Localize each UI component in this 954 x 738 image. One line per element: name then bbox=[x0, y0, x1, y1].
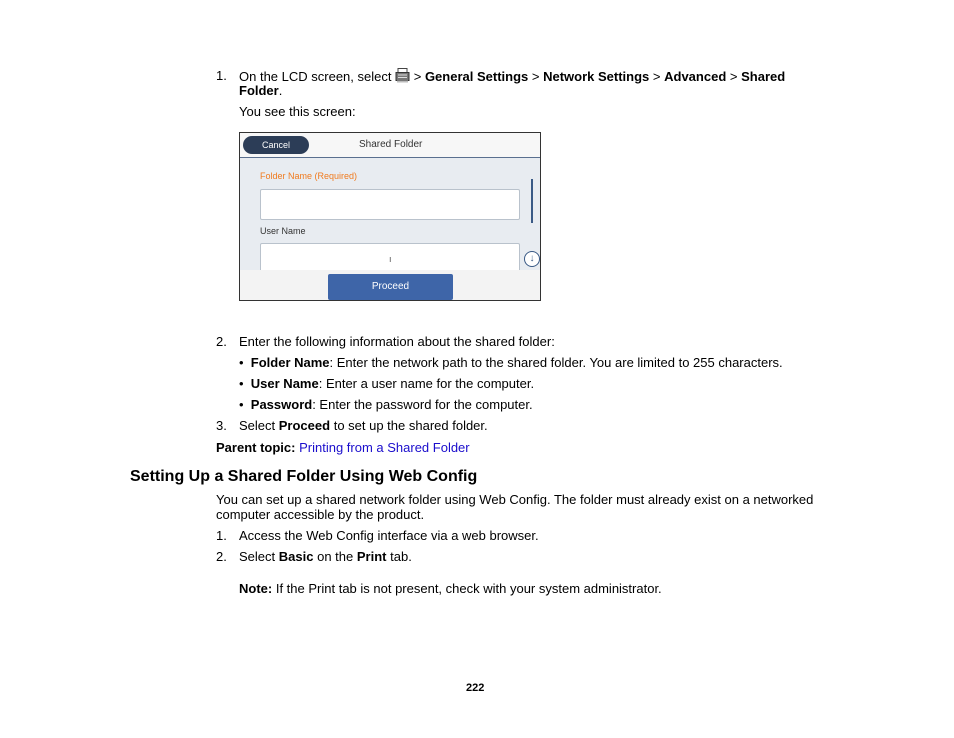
bullet-marker: • bbox=[239, 355, 251, 370]
scroll-down-icon[interactable]: ↓ bbox=[524, 251, 540, 267]
folder-name-field[interactable] bbox=[260, 189, 520, 220]
bullet-desc: : Enter the network path to the shared folder. You are limited to 255 characters. bbox=[329, 355, 783, 370]
step2-text: Enter the following information about the shared folder: bbox=[239, 334, 555, 349]
page-number: 222 bbox=[466, 682, 485, 694]
step2-number: 2. bbox=[216, 334, 227, 349]
bullet-desc: : Enter a user name for the computer. bbox=[318, 376, 535, 391]
bullet-marker: • bbox=[239, 397, 251, 412]
step1-intro: On the LCD screen, select bbox=[239, 69, 392, 84]
step1-period: . bbox=[278, 83, 283, 98]
sep-1: > bbox=[413, 69, 422, 84]
sep-4: > bbox=[729, 69, 738, 84]
general-settings-term: General Settings bbox=[424, 69, 529, 84]
web-step2-after: tab. bbox=[390, 549, 412, 564]
bullet-term: User Name bbox=[250, 376, 319, 391]
advanced-term: Advanced bbox=[664, 69, 727, 84]
bullet-marker: • bbox=[239, 376, 251, 391]
step1-number: 1. bbox=[216, 68, 227, 83]
sep-2: > bbox=[531, 69, 540, 84]
step1-text bbox=[239, 68, 785, 84]
user-name-label: User Name bbox=[260, 226, 306, 236]
parent-topic-link[interactable]: Printing from a Shared Folder bbox=[299, 440, 470, 455]
section-intro-line1: You can set up a shared network folder using Web Config. The folder must already exist on a networked bbox=[216, 492, 814, 507]
bullet-term: Folder Name bbox=[250, 355, 330, 370]
cancel-button[interactable]: Cancel bbox=[243, 136, 309, 154]
note-label: Note: bbox=[239, 581, 273, 596]
bullet-folder-name bbox=[239, 355, 783, 370]
step3-before: Select bbox=[239, 418, 276, 433]
folder-name-label: Folder Name (Required) bbox=[260, 171, 358, 181]
web-step2-before: Select bbox=[239, 549, 276, 564]
proceed-term: Proceed bbox=[278, 418, 331, 433]
shared-term-part1: Shared bbox=[741, 69, 786, 84]
step3-text bbox=[239, 418, 488, 433]
proceed-button[interactable]: Proceed bbox=[328, 274, 453, 300]
web-step1-text: Access the Web Config interface via a web browser. bbox=[239, 528, 539, 543]
parent-topic-label: Parent topic: bbox=[216, 440, 296, 455]
you-see-text: You see this screen: bbox=[239, 104, 356, 119]
bullet-term: Password bbox=[250, 397, 313, 412]
web-step2-mid: on the bbox=[317, 549, 354, 564]
parent-topic bbox=[216, 440, 470, 455]
sep-3: > bbox=[652, 69, 661, 84]
bullet-user-name bbox=[239, 376, 534, 391]
lcd-title: Shared Folder bbox=[359, 139, 423, 150]
step3-number: 3. bbox=[216, 418, 227, 433]
web-step2-number: 2. bbox=[216, 549, 227, 564]
web-step2-text bbox=[239, 549, 412, 564]
scrollbar[interactable] bbox=[531, 179, 533, 223]
lcd-screenshot bbox=[239, 132, 541, 301]
section-intro-line2: computer accessible by the product. bbox=[216, 507, 425, 522]
print-term: Print bbox=[356, 549, 387, 564]
step1-continuation bbox=[239, 83, 282, 98]
section-heading: Setting Up a Shared Folder Using Web Config bbox=[130, 468, 478, 485]
bullet-desc: : Enter the password for the computer. bbox=[312, 397, 533, 412]
bullet-password bbox=[239, 397, 533, 412]
note bbox=[239, 581, 662, 596]
web-step1-number: 1. bbox=[216, 528, 227, 543]
lcd-header bbox=[240, 133, 540, 158]
step3-after: to set up the shared folder. bbox=[333, 418, 488, 433]
network-settings-term: Network Settings bbox=[543, 69, 650, 84]
note-text: If the Print tab is not present, check with your system administrator. bbox=[275, 581, 662, 596]
shared-term-part2: Folder bbox=[239, 83, 279, 98]
text-cursor: ı bbox=[389, 254, 392, 264]
settings-menu-icon bbox=[395, 68, 410, 83]
basic-term: Basic bbox=[278, 549, 314, 564]
